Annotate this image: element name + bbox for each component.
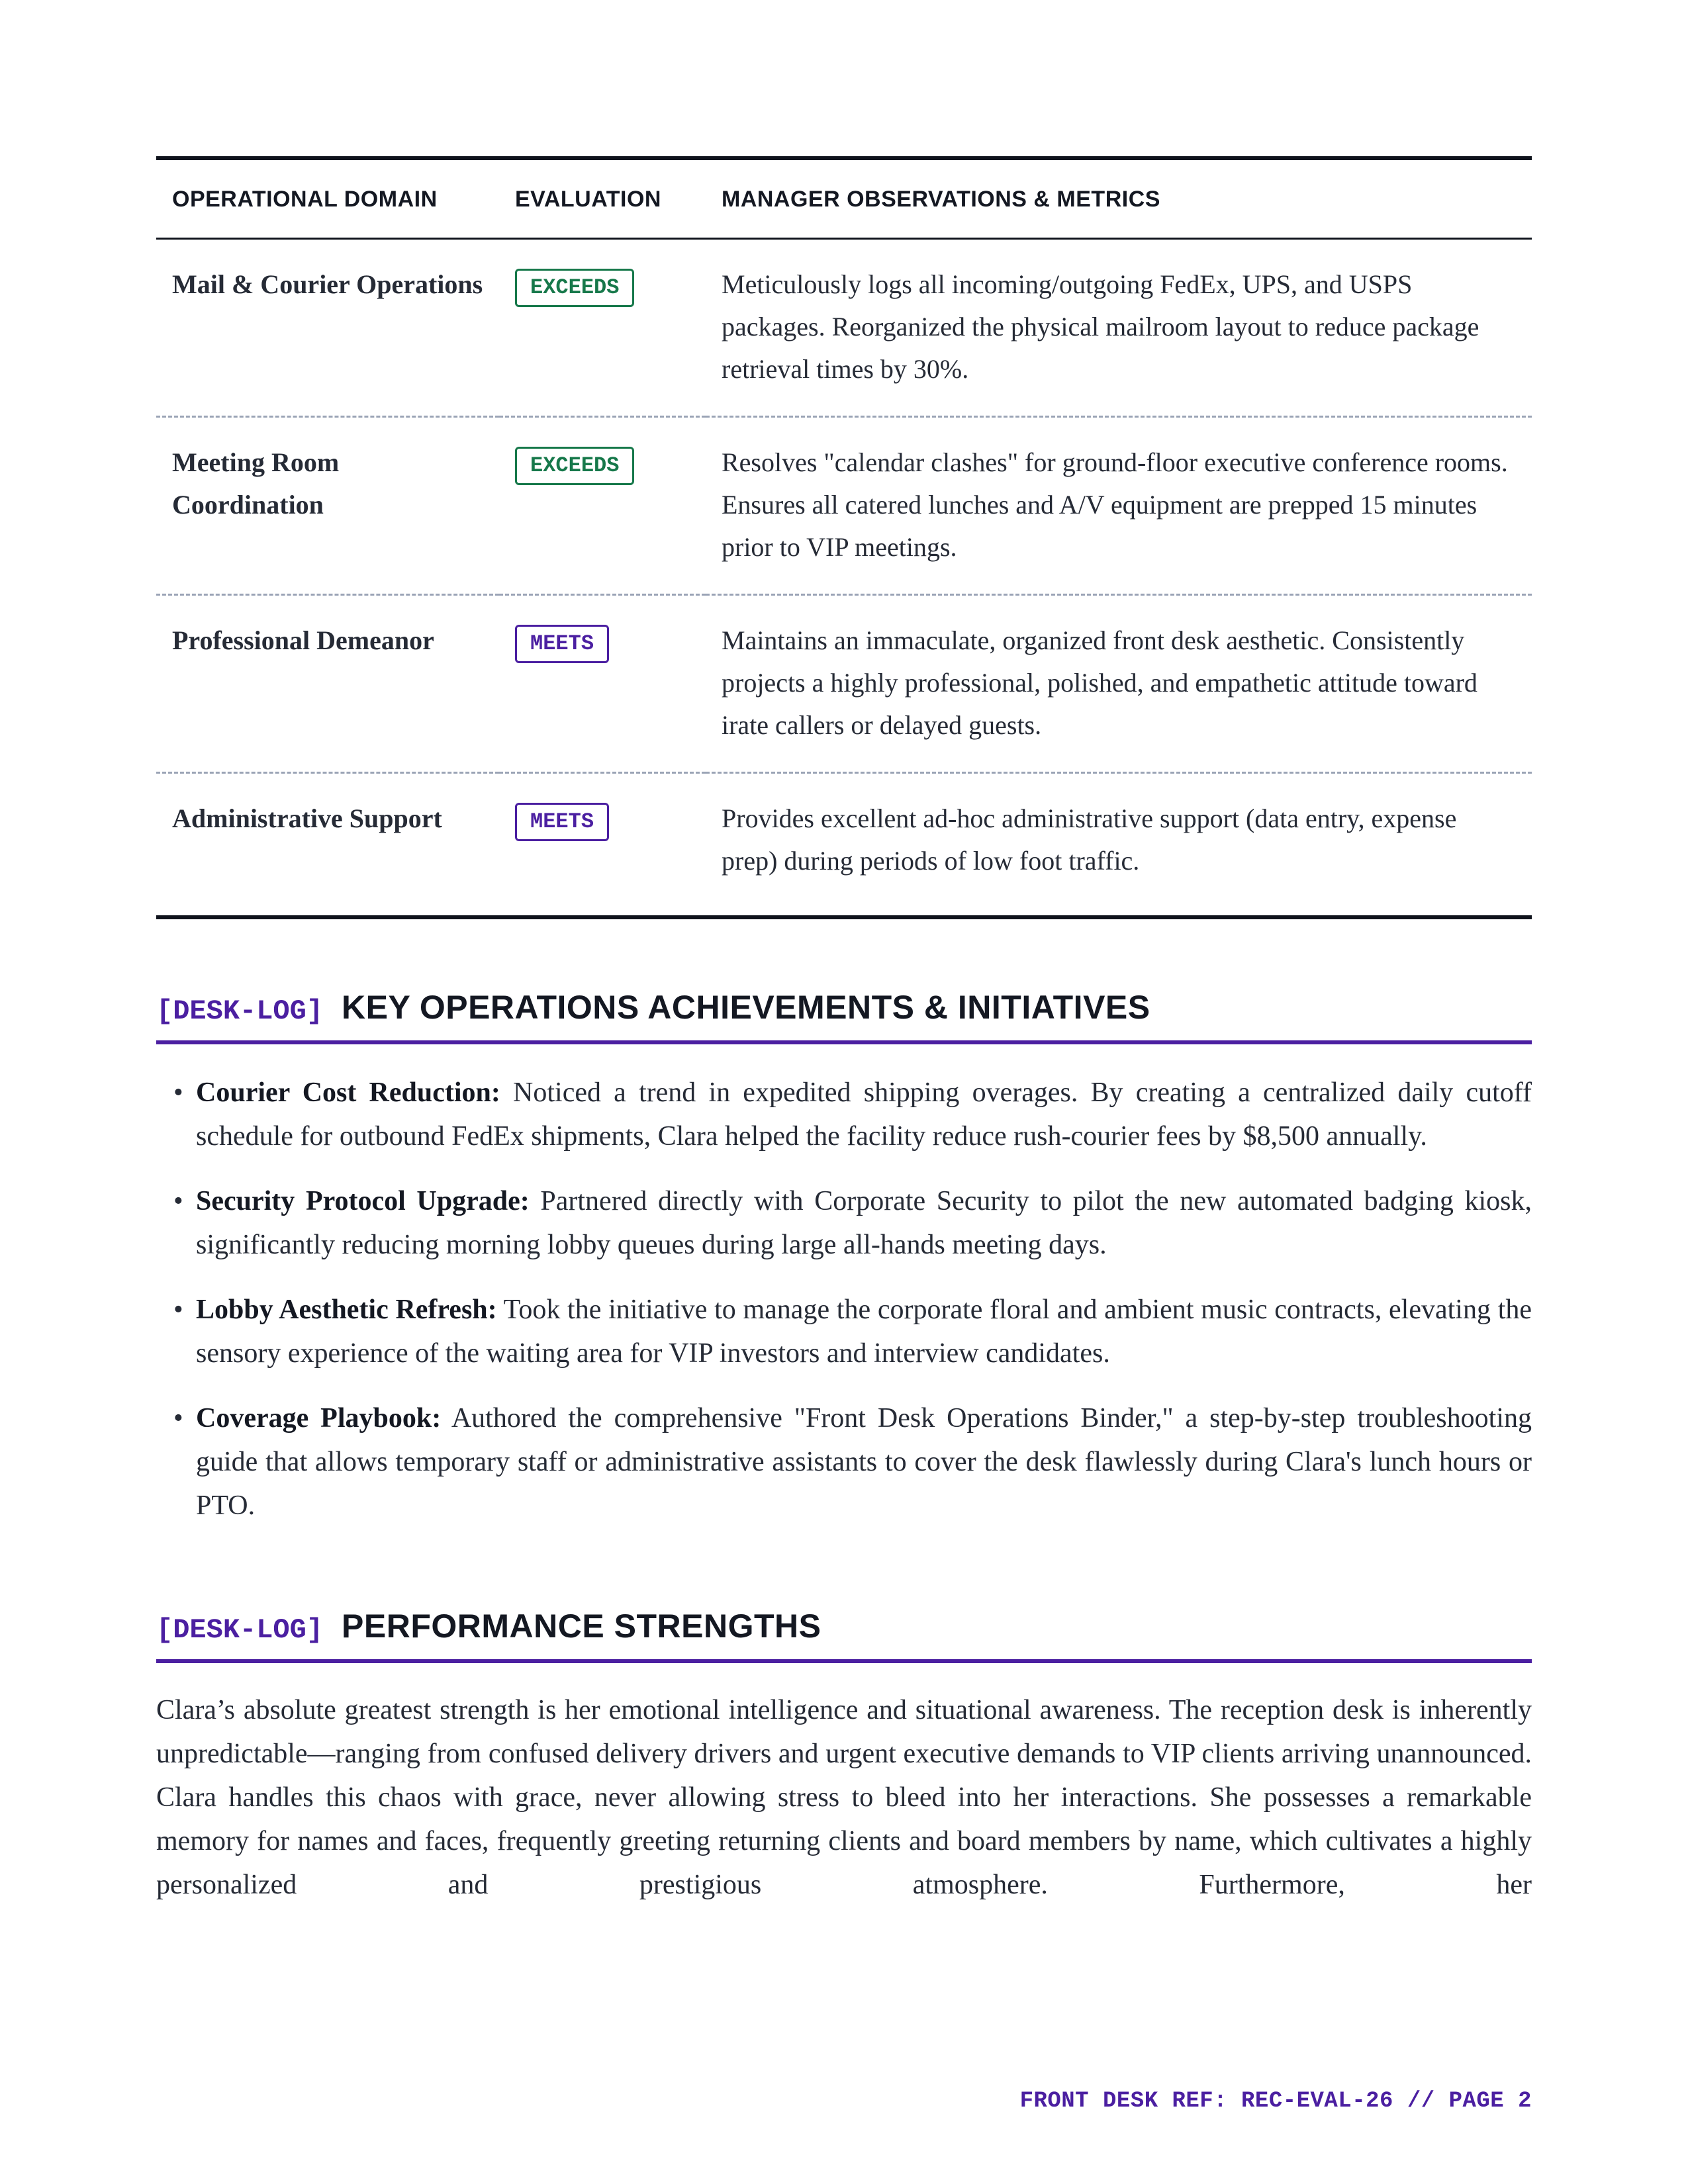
item-text: Authored the comprehensive "Front Desk Operations Binder," a step-by-step troubleshooting guide that allows temporary staff or administrative assistants to cover the desk flawlessly during Clara's lunch hours or PTO.	[196, 1403, 1532, 1521]
evaluation-cell	[499, 417, 706, 595]
table-header-row	[156, 158, 1532, 239]
item-lead: Courier Cost Reduction:	[196, 1077, 500, 1108]
table-row	[156, 773, 1532, 918]
table-row	[156, 595, 1532, 773]
list-item	[173, 1396, 1532, 1527]
header-observations: MANAGER OBSERVATIONS & METRICS	[706, 158, 1532, 239]
item-text: Partnered directly with Corporate Security to pilot the new automated badging kiosk, significantly reducing morning lobby queues during large all-hands meeting days.	[196, 1186, 1532, 1260]
observation-cell: Meticulously logs all incoming/outgoing FedEx, UPS, and USPS packages. Reorganized the physical mailroom layout to reduce package retrieval times by 30%.	[706, 239, 1532, 417]
list-item	[173, 1179, 1532, 1267]
domain-cell: Mail & Courier Operations	[156, 239, 499, 417]
list-item	[173, 1288, 1532, 1375]
observation-cell: Provides excellent ad-hoc administrative support (data entry, expense prep) during periods of low foot traffic.	[722, 803, 1457, 876]
rating-badge: MEETS	[515, 625, 609, 663]
header-operational-domain: OPERATIONAL DOMAIN	[156, 158, 499, 239]
domain-cell: Administrative Support	[172, 803, 442, 833]
evaluation-cell	[499, 773, 706, 918]
rating-badge: MEETS	[515, 803, 609, 841]
bullet-icon: •	[173, 1295, 183, 1325]
bullet-icon: •	[173, 1077, 183, 1108]
rating-badge: EXCEEDS	[515, 447, 634, 485]
achievements-section-heading	[156, 988, 1532, 1044]
section-title: KEY OPERATIONS ACHIEVEMENTS & INITIATIVES	[342, 989, 1150, 1026]
evaluation-cell	[499, 595, 706, 773]
section-tag: [DESK-LOG]	[156, 995, 324, 1027]
domain-cell: Professional Demeanor	[156, 595, 499, 773]
bullet-icon: •	[173, 1186, 183, 1216]
bullet-icon: •	[173, 1403, 183, 1433]
table-row	[156, 239, 1532, 417]
rating-badge: EXCEEDS	[515, 269, 634, 307]
achievements-list	[156, 1071, 1532, 1527]
item-text: Noticed a trend in expedited shipping overages. By creating a centralized daily cutoff schedule for outbound FedEx shipments, Clara helped the facility reduce rush-courier fees by $8,500 annually.	[196, 1077, 1532, 1152]
section-title: PERFORMANCE STRENGTHS	[342, 1608, 821, 1645]
page-footer-ref: FRONT DESK REF: REC-EVAL-26 // PAGE 2	[1019, 2089, 1532, 2114]
header-evaluation: EVALUATION	[499, 158, 706, 239]
document-page	[156, 156, 1532, 1907]
list-item	[173, 1071, 1532, 1158]
item-lead: Security Protocol Upgrade:	[196, 1186, 530, 1216]
section-tag: [DESK-LOG]	[156, 1614, 324, 1646]
domain-cell: Meeting Room Coordination	[156, 417, 499, 595]
strengths-section-heading	[156, 1607, 1532, 1663]
evaluation-table	[156, 156, 1532, 919]
observation-cell: Maintains an immaculate, organized front desk aesthetic. Consistently projects a highly professional, polished, and empathetic attitude toward irate callers or delayed guests.	[706, 595, 1532, 773]
table-row	[156, 417, 1532, 595]
evaluation-cell	[499, 239, 706, 417]
item-lead: Lobby Aesthetic Refresh:	[196, 1295, 497, 1325]
item-text: Took the initiative to manage the corporate floral and ambient music contracts, elevating the sensory experience of the waiting area for VIP investors and interview candidates.	[196, 1295, 1532, 1369]
strengths-paragraph: Clara’s absolute greatest strength is her emotional intelligence and situational awareness. The reception desk is inherently unpredictable—ranging from confused delivery drivers and urgent executive demands to VIP clients arriving unannounced. Clara handles this chaos with grace, never allowing stress to bleed into her interactions. She possesses a remarkable memory for names and faces, frequently greeting returning clients and board members by name, which cultivates a highly personalized and prestigious atmosphere. Furthermore, her	[156, 1695, 1532, 1900]
observation-cell: Resolves "calendar clashes" for ground-floor executive conference rooms. Ensures all catered lunches and A/V equipment are prepped 15 minutes prior to VIP meetings.	[706, 417, 1532, 595]
item-lead: Coverage Playbook:	[196, 1403, 442, 1433]
